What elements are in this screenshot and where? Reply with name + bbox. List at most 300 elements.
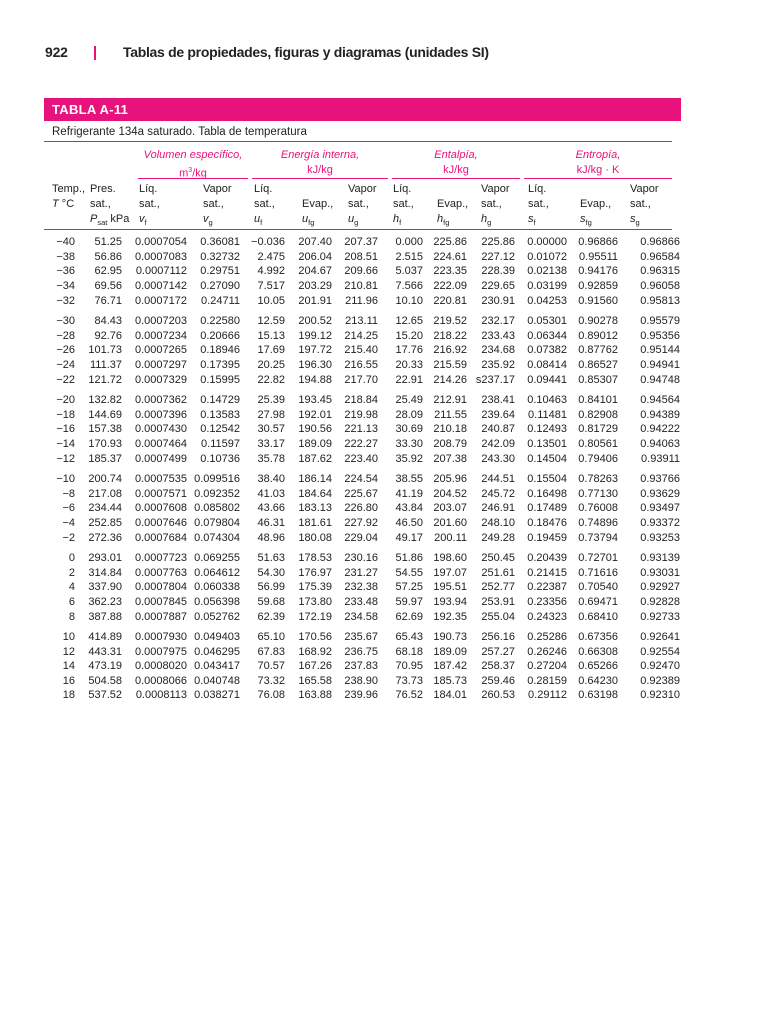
cell-hfg: 184.01 (433, 689, 467, 702)
table-row (44, 674, 680, 689)
cell-vg: 0.049403 (194, 630, 240, 643)
cell-ufg: 181.61 (298, 516, 332, 529)
cell-hf: 35.92 (395, 452, 423, 465)
cell-ug: 224.54 (344, 472, 378, 485)
cell-temp: 8 (68, 610, 75, 623)
cell-uf: 12.59 (257, 314, 285, 327)
cell-ug: 209.66 (344, 265, 378, 278)
cell-sf: 0.13501 (527, 437, 567, 450)
cell-sf: 0.25286 (527, 630, 567, 643)
cell-hg: 227.12 (481, 250, 515, 263)
col-header-ufg: Evap., $u_{fg}$ (302, 198, 334, 228)
cell-hf: 70.95 (395, 660, 423, 673)
cell-sg: 0.93911 (641, 452, 680, 465)
cell-sfg: 0.77130 (578, 487, 618, 500)
cell-vg: 0.24711 (201, 294, 240, 307)
entropy-group-rule (524, 178, 672, 179)
cell-sf: 0.11481 (528, 408, 567, 421)
cell-vg: 0.064612 (194, 566, 240, 579)
cell-sf: 0.17489 (527, 502, 567, 515)
cell-pres: 69.56 (94, 279, 122, 292)
col-header-hg: Vapor sat., $h_g$ (481, 183, 510, 228)
cell-pres: 56.86 (94, 250, 122, 263)
cell-hg: 240.87 (481, 423, 515, 436)
cell-pres: 144.69 (88, 408, 122, 421)
cell-ufg: 183.13 (298, 502, 332, 515)
cell-hfg: 210.18 (433, 423, 467, 436)
cell-vf: 0.0007329 (135, 373, 187, 386)
cell-vg: 0.052762 (194, 610, 240, 623)
cell-sfg: 0.91560 (578, 294, 618, 307)
cell-vg: 0.038271 (194, 689, 240, 702)
cell-sfg: 0.87762 (578, 344, 618, 357)
cell-sg: 0.96584 (640, 250, 680, 263)
cell-vf: 0.0007608 (135, 502, 187, 515)
cell-hf: 17.76 (395, 344, 423, 357)
cell-ug: 227.92 (344, 516, 378, 529)
cell-uf: 33.17 (257, 437, 285, 450)
cell-sf: 0.21415 (527, 566, 567, 579)
cell-vg: 0.099516 (194, 472, 240, 485)
cell-hf: 68.18 (395, 645, 423, 658)
cell-hg: 249.28 (481, 531, 515, 544)
table-row (44, 645, 680, 660)
cell-temp: 16 (62, 674, 75, 687)
cell-sfg: 0.63198 (578, 689, 618, 702)
cell-sg: 0.93372 (640, 516, 680, 529)
table-row (44, 466, 680, 486)
cell-sf: 0.26246 (527, 645, 567, 658)
cell-hg: 225.86 (481, 236, 515, 248)
cell-hg: 228.39 (481, 265, 515, 278)
cell-uf: −0.036 (251, 236, 285, 248)
cell-hf: 5.037 (395, 265, 423, 278)
cell-sg: 0.93497 (640, 502, 680, 515)
cell-sfg: 0.92859 (578, 279, 618, 292)
subtitle-rule (44, 141, 672, 142)
cell-vf: 0.0007930 (135, 630, 187, 643)
cell-hf: 46.50 (395, 516, 423, 529)
table-row (44, 566, 680, 581)
cell-vf: 0.0007142 (135, 279, 187, 292)
cell-hf: 57.25 (395, 581, 423, 594)
cell-ug: 238.90 (344, 674, 378, 687)
cell-hg: 230.91 (481, 294, 515, 307)
cell-hg: 239.64 (481, 408, 515, 421)
cell-hfg: 211.55 (434, 408, 467, 421)
cell-uf: 17.69 (257, 344, 285, 357)
cell-hf: 15.20 (395, 329, 423, 342)
cell-hf: 51.86 (395, 551, 423, 564)
cell-hg: 244.51 (481, 472, 515, 485)
cell-uf: 30.57 (257, 423, 285, 436)
cell-sfg: 0.81729 (578, 423, 618, 436)
cell-ufg: 199.12 (298, 329, 332, 342)
cell-ug: 217.70 (344, 373, 378, 386)
cell-sfg: 0.76008 (578, 502, 618, 515)
cell-pres: 185.37 (88, 452, 122, 465)
cell-uf: 38.40 (257, 472, 285, 485)
cell-uf: 2.475 (257, 250, 285, 263)
cell-hg: 260.53 (481, 689, 515, 702)
table-row (44, 624, 680, 644)
cell-vf: 0.0007646 (135, 516, 187, 529)
cell-ug: 229.04 (344, 531, 378, 544)
cell-pres: 443.31 (88, 645, 122, 658)
cell-sfg: 0.64230 (578, 674, 618, 687)
table-row (44, 329, 680, 344)
cell-uf: 22.82 (257, 373, 285, 386)
table-row (44, 264, 680, 279)
cell-ufg: 184.64 (298, 487, 332, 500)
cell-hf: 62.69 (395, 610, 423, 623)
cell-sf: 0.14504 (527, 452, 567, 465)
cell-vf: 0.0007975 (135, 645, 187, 658)
col-header-vf: Líq. sat., $v_f$ (139, 183, 160, 228)
cell-sfg: 0.70540 (578, 581, 618, 594)
cell-temp: 6 (68, 595, 75, 608)
cell-uf: 25.39 (257, 393, 285, 406)
cell-sf: 0.15504 (527, 472, 567, 485)
cell-vf: 0.0007430 (135, 423, 187, 436)
cell-hfg: 201.60 (433, 516, 467, 529)
cell-sfg: 0.78263 (578, 472, 618, 485)
cell-ug: 219.98 (344, 408, 378, 421)
cell-vf: 0.0007804 (135, 581, 187, 594)
table-title-band (44, 98, 681, 121)
cell-hf: 33.30 (395, 437, 423, 450)
cell-sg: 0.92927 (640, 581, 680, 594)
cell-hfg: 198.60 (433, 551, 467, 564)
cell-temp: 4 (68, 581, 75, 594)
cell-temp: −34 (56, 279, 75, 292)
cell-sfg: 0.80561 (578, 437, 618, 450)
cell-pres: 272.36 (88, 531, 122, 544)
cell-ufg: 178.53 (298, 551, 332, 564)
cell-uf: 51.63 (257, 551, 285, 564)
cell-temp: 10 (62, 630, 75, 643)
cell-pres: 92.76 (94, 329, 122, 342)
cell-temp: 12 (62, 645, 75, 658)
cell-temp: −10 (56, 472, 75, 485)
table-row (44, 452, 680, 467)
cell-sg: 0.92641 (640, 630, 680, 643)
cell-hfg: 220.81 (433, 294, 467, 307)
cell-sf: 0.07382 (527, 344, 567, 357)
cell-pres: 414.89 (88, 630, 122, 643)
cell-vg: 0.043417 (194, 660, 240, 673)
cell-sfg: 0.85307 (578, 373, 618, 386)
cell-ug: 239.96 (344, 689, 378, 702)
cell-ug: 234.58 (344, 610, 378, 623)
cell-temp: −4 (62, 516, 75, 529)
cell-sfg: 0.89012 (578, 329, 618, 342)
cell-ufg: 189.09 (298, 437, 332, 450)
cell-sg: 0.93766 (640, 472, 680, 485)
cell-sfg: 0.74896 (578, 516, 618, 529)
cell-ufg: 167.26 (298, 660, 332, 673)
cell-vf: 0.0007499 (135, 452, 187, 465)
cell-pres: 234.44 (88, 502, 122, 515)
col-header-temp: Temp., T °C (52, 183, 86, 210)
cell-sg: 0.93031 (640, 566, 680, 579)
cell-vg: 0.27090 (200, 279, 240, 292)
cell-sf: 0.16498 (527, 487, 567, 500)
cell-vf: 0.0008066 (135, 674, 187, 687)
cell-hg: 229.65 (481, 279, 515, 292)
cell-ufg: 168.92 (298, 645, 332, 658)
col-header-sg: Vapor sat., $s_g$ (630, 183, 659, 228)
cell-vf: 0.0007763 (135, 566, 187, 579)
col-header-pres: Pres. sat., $P_{sat}$ kPa (90, 183, 130, 228)
cell-sfg: 0.84101 (578, 393, 618, 406)
cell-hg: 248.10 (481, 516, 515, 529)
cell-sfg: 0.73794 (578, 531, 618, 544)
cell-hg: 234.68 (481, 344, 515, 357)
cell-hfg: 222.09 (433, 279, 467, 292)
cell-vg: 0.17395 (200, 358, 240, 371)
cell-vf: 0.0007396 (135, 408, 187, 421)
cell-sf: 0.03199 (527, 279, 567, 292)
cell-sfg: 0.96866 (578, 236, 618, 248)
col-header-uf: Líq. sat., $u_f$ (254, 183, 275, 228)
cell-vg: 0.12542 (200, 423, 240, 436)
cell-uf: 59.68 (257, 595, 285, 608)
cell-vg: 0.20666 (200, 329, 240, 342)
cell-vg: 0.22580 (200, 314, 240, 327)
cell-temp: −38 (56, 250, 75, 263)
cell-hfg: 193.94 (433, 595, 467, 608)
cell-hf: 54.55 (395, 566, 423, 579)
cell-vg: 0.15995 (200, 373, 240, 386)
cell-hfg: 225.86 (433, 236, 467, 248)
cell-sg: 0.92310 (640, 689, 680, 702)
cell-hf: 30.69 (395, 423, 423, 436)
cell-temp: −6 (62, 502, 75, 515)
cell-pres: 504.58 (88, 674, 122, 687)
cell-vf: 0.0007723 (135, 551, 187, 564)
cell-temp: 18 (62, 689, 75, 702)
cell-sg: 0.94222 (640, 423, 680, 436)
cell-sg: 0.95579 (640, 314, 680, 327)
cell-vg: 0.079804 (194, 516, 240, 529)
col-header-ug: Vapor sat., $u_g$ (348, 183, 377, 228)
table-row (44, 358, 680, 373)
cell-hf: 25.49 (395, 393, 423, 406)
cell-vg: 0.092352 (194, 487, 240, 500)
col-header-sfg: Evap., $s_{fg}$ (580, 198, 612, 228)
cell-hf: 38.55 (395, 472, 423, 485)
table-row (44, 250, 680, 265)
cell-hf: 2.515 (395, 250, 423, 263)
cell-sg: 0.94564 (640, 393, 680, 406)
cell-ufg: 194.88 (298, 373, 332, 386)
cell-sf: 0.01072 (527, 250, 567, 263)
cell-pres: 51.25 (94, 236, 122, 248)
cell-temp: −30 (56, 314, 75, 327)
enthalpy-group-header: Entalpía, kJ/kg (434, 149, 478, 176)
cell-sf: 0.28159 (527, 674, 567, 687)
cell-sfg: 0.69471 (578, 595, 618, 608)
energy-group-header: Energía interna, kJ/kg (280, 149, 360, 176)
cell-ug: 225.67 (344, 487, 378, 500)
cell-hf: 12.65 (395, 314, 423, 327)
cell-hf: 22.91 (395, 373, 423, 386)
cell-ufg: 175.39 (298, 581, 332, 594)
cell-sf: 0.06344 (527, 329, 567, 342)
cell-sf: 0.27204 (527, 660, 567, 673)
enthalpy-group-rule (392, 178, 520, 179)
cell-hfg: 189.09 (433, 645, 467, 658)
cell-temp: −24 (56, 358, 75, 371)
cell-sf: 0.24323 (527, 610, 567, 623)
cell-ufg: 165.58 (298, 674, 332, 687)
cell-ug: 232.38 (344, 581, 378, 594)
table-row (44, 343, 680, 358)
page-header (0, 44, 768, 64)
cell-vg: 0.060338 (194, 581, 240, 594)
cell-uf: 54.30 (257, 566, 285, 579)
cell-hg: 233.43 (481, 329, 515, 342)
cell-vg: 0.32732 (200, 250, 240, 263)
cell-hg: 232.17 (481, 314, 515, 327)
cell-ufg: 180.08 (298, 531, 332, 544)
cell-hfg: 185.73 (433, 674, 467, 687)
cell-ug: 214.25 (344, 329, 378, 342)
cell-sfg: 0.72701 (578, 551, 618, 564)
cell-hg: 238.41 (481, 393, 515, 406)
cell-vf: 0.0007203 (135, 314, 187, 327)
cell-ufg: 173.80 (298, 595, 332, 608)
table-row (44, 659, 680, 674)
cell-hg: 257.27 (481, 645, 515, 658)
cell-sg: 0.95813 (640, 294, 680, 307)
cell-sg: 0.94389 (640, 408, 680, 421)
cell-vg: 0.29751 (200, 265, 240, 278)
cell-sg: 0.92470 (640, 660, 680, 673)
cell-ufg: 190.56 (298, 423, 332, 436)
table-row (44, 422, 680, 437)
r134a-saturated-table (44, 235, 680, 703)
cell-ug: 221.13 (344, 423, 378, 436)
table-row (44, 437, 680, 452)
cell-hg: s237.17 (475, 373, 515, 386)
cell-ufg: 186.14 (298, 472, 332, 485)
cell-sg: 0.92389 (640, 674, 680, 687)
cell-pres: 252.85 (88, 516, 122, 529)
cell-hfg: 223.35 (433, 265, 467, 278)
cell-sf: 0.00000 (527, 236, 567, 248)
cell-pres: 337.90 (88, 581, 122, 594)
cell-sf: 0.02138 (527, 265, 567, 278)
energy-group-rule (252, 178, 388, 179)
col-header-vg: Vapor sat., $v_g$ (203, 183, 232, 228)
cell-temp: −36 (56, 265, 75, 278)
cell-ug: 207.37 (344, 236, 378, 248)
cell-hf: 0.000 (395, 236, 423, 248)
cell-hfg: 212.91 (433, 393, 467, 406)
cell-temp: −20 (56, 393, 75, 406)
col-header-sf: Líq. sat., $s_f$ (528, 183, 549, 228)
cell-hf: 20.33 (395, 358, 423, 371)
table-row (44, 408, 680, 423)
cell-hg: 251.61 (481, 566, 515, 579)
cell-ug: 233.48 (344, 595, 378, 608)
cell-temp: −40 (56, 236, 75, 248)
cell-temp: −18 (56, 408, 75, 421)
cell-uf: 10.05 (257, 294, 285, 307)
cell-sf: 0.20439 (527, 551, 567, 564)
cell-sg: 0.94063 (640, 437, 680, 450)
page-number: 922 (45, 44, 68, 60)
cell-ufg: 203.29 (298, 279, 332, 292)
cell-vf: 0.0007535 (135, 472, 187, 485)
cell-sfg: 0.65266 (578, 660, 618, 673)
cell-uf: 48.96 (257, 531, 285, 544)
cell-ug: 208.51 (344, 250, 378, 263)
cell-sf: 0.19459 (527, 531, 567, 544)
cell-sg: 0.95144 (640, 344, 680, 357)
cell-temp: −28 (56, 329, 75, 342)
cell-sfg: 0.71616 (578, 566, 618, 579)
cell-ug: 226.80 (344, 502, 378, 515)
cell-temp: −14 (56, 437, 75, 450)
cell-hg: 256.16 (481, 630, 515, 643)
cell-uf: 27.98 (257, 408, 285, 421)
table-row (44, 516, 680, 531)
cell-ufg: 204.67 (298, 265, 332, 278)
cell-sf: 0.09441 (527, 373, 567, 386)
cell-hg: 255.04 (481, 610, 515, 623)
table-row (44, 308, 680, 328)
cell-hf: 76.52 (395, 689, 423, 702)
cell-ufg: 163.88 (298, 689, 332, 702)
cell-ufg: 197.72 (298, 344, 332, 357)
cell-uf: 65.10 (257, 630, 285, 643)
cell-hg: 253.91 (481, 595, 515, 608)
cell-hf: 73.73 (395, 674, 423, 687)
cell-vf: 0.0007845 (135, 595, 187, 608)
cell-ufg: 200.52 (298, 314, 332, 327)
cell-hfg: 214.26 (433, 373, 467, 386)
cell-uf: 46.31 (257, 516, 285, 529)
cell-sfg: 0.90278 (578, 314, 618, 327)
cell-pres: 473.19 (88, 660, 122, 673)
page-title: Tablas de propiedades, figuras y diagramas (unidades SI) (123, 44, 489, 60)
cell-vf: 0.0007265 (135, 344, 187, 357)
cell-hfg: 205.96 (433, 472, 467, 485)
cell-hfg: 224.61 (433, 250, 467, 263)
cell-sg: 0.96315 (640, 265, 680, 278)
cell-vg: 0.36081 (200, 236, 240, 248)
cell-vf: 0.0007234 (135, 329, 187, 342)
cell-hf: 28.09 (395, 408, 423, 421)
cell-uf: 41.03 (257, 487, 285, 500)
cell-hfg: 204.52 (433, 487, 467, 500)
cell-sg: 0.92828 (640, 595, 680, 608)
cell-temp: −16 (56, 423, 75, 436)
cell-uf: 67.83 (257, 645, 285, 658)
col-header-hfg: Evap., $h_{fg}$ (437, 198, 469, 228)
cell-temp: 14 (62, 660, 75, 673)
cell-sf: 0.22387 (527, 581, 567, 594)
cell-sf: 0.08414 (527, 358, 567, 371)
cell-vg: 0.10736 (200, 452, 240, 465)
cell-sg: 0.93253 (640, 531, 680, 544)
table-row (44, 501, 680, 516)
table-row (44, 235, 680, 250)
cell-vf: 0.0007112 (135, 265, 187, 278)
